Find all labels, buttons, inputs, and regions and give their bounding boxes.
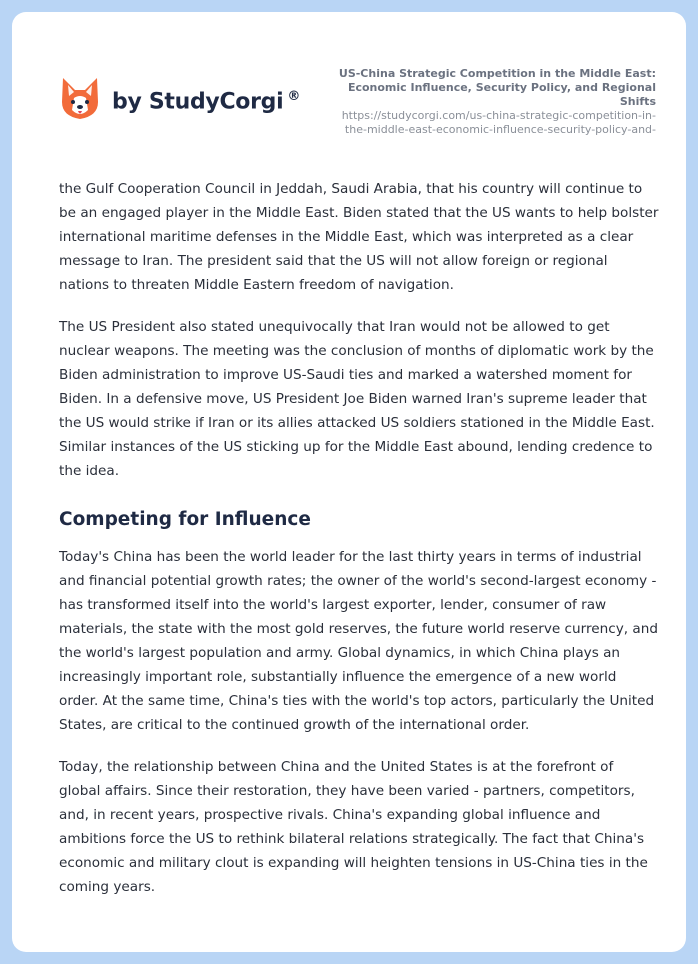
studycorgi-logo[interactable] bbox=[60, 76, 300, 122]
paragraph-2: The US President also stated unequivocally that Iran would not be allowed to get nuclear weapons. The meeting was the conclusion of months of diplomatic work by the Biden administration to improve US-Saudi ties and marked a watershed moment for Biden. In a defensive move, US President Joe Biden warned Iran's supreme leader that the US would strike if Iran or its allies attacked US soldiers stationed in the Middle East. Similar instances of the US sticking up for the Middle East abound, lending credence to the idea. bbox=[59, 319, 655, 479]
paragraph-3: Today's China has been the world leader for the last thirty years in terms of industrial and financial potential growth rates; the owner of the world's second-largest economy - has transformed itself into the world's largest exporter, lender, consumer of raw materials, the state with the most gold reserves, the future world reserve currency, and the world's largest population and army. Global dynamics, in which China plays an increasingly important role, substantially influence the emergence of a new world order. At the same time, China's ties with the world's top actors, particularly the United States, are critical to the continued growth of the international order. bbox=[59, 549, 658, 733]
paragraph-4: Today, the relationship between China and the United States is at the forefront of global affairs. Since their restoration, they have been varied - partners, competitors, and, in recent years, prospective rivals. China's expanding global influence and ambitions force the US to rethink bilateral relations strategically. The fact that China's economic and military clout is expanding will heighten tensions in US-China ties in the coming years. bbox=[59, 759, 648, 895]
document-title-line-1: US-China Strategic Competition in the Middle East: bbox=[338, 67, 656, 80]
section-heading: Competing for Influence bbox=[59, 509, 311, 530]
brand-name: by StudyCorgi ® bbox=[112, 89, 301, 115]
document-url-line-2[interactable]: the-middle-east-economic-influence-security-policy-and- bbox=[344, 123, 656, 136]
paragraph-1: the Gulf Cooperation Council in Jeddah, Saudi Arabia, that his country will continue to be an engaged player in the Middle East. Biden stated that the US wants to help bolster international maritime defenses in the Middle East, which was interpreted as a clear message to Iran. The president said that the US will not allow foreign or regional nations to threaten Middle Eastern freedom of navigation. bbox=[59, 181, 659, 293]
document-meta bbox=[316, 67, 656, 137]
corgi-logo-icon bbox=[60, 76, 100, 122]
article-body bbox=[59, 177, 659, 917]
document-url-line-1[interactable]: https://studycorgi.com/us-china-strategic-competition-in- bbox=[341, 109, 656, 122]
page-card bbox=[12, 12, 686, 952]
document-title-line-2: Economic Influence, Security Policy, and Regional Shifts bbox=[347, 81, 656, 108]
